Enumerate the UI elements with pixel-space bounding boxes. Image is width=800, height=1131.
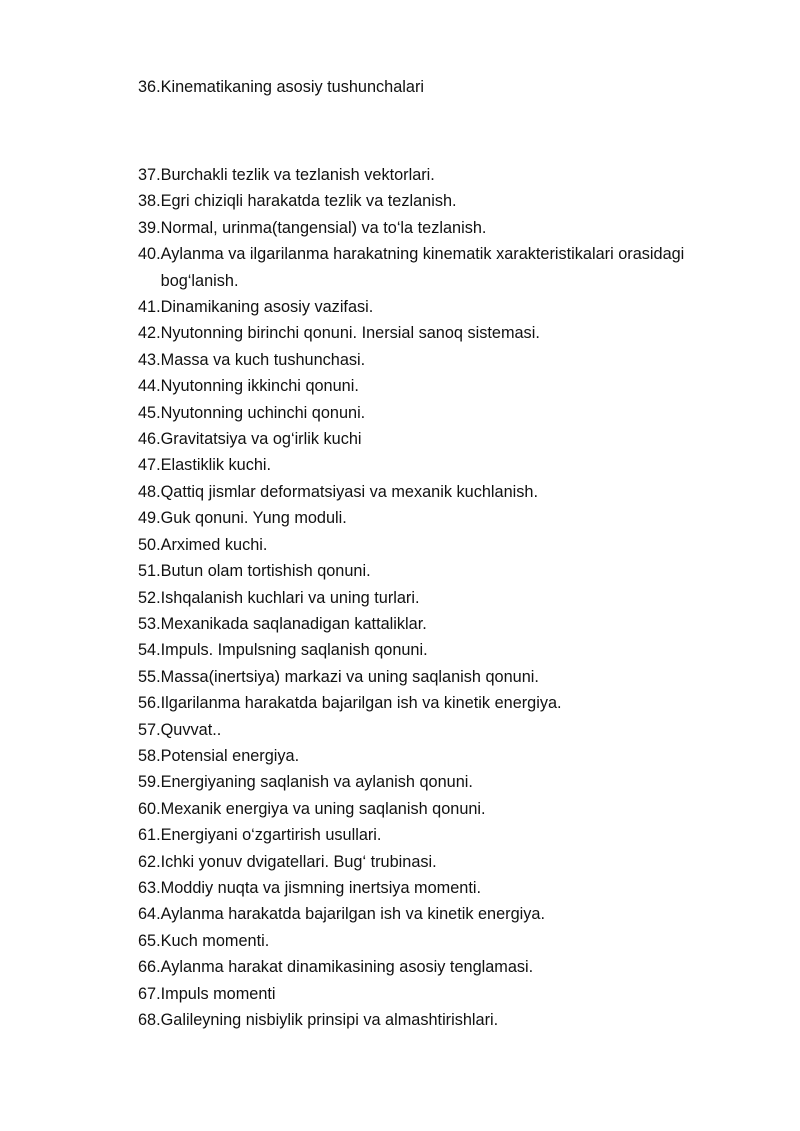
list-item — [138, 452, 738, 478]
item-number: 37. — [138, 166, 161, 184]
item-number: 41. — [138, 298, 161, 317]
item-number: 54. — [138, 641, 161, 660]
item-number: 60. — [138, 799, 161, 818]
item-text: Aylanma harakatda bajarilgan ish va kinetik energiya. — [160, 905, 545, 924]
item-text: Qattiq jismlar deformatsiyasi va mexanik kuchlanish. — [160, 482, 538, 501]
item-text: Moddiy nuqta va jismning inertsiya momenti. — [160, 878, 481, 897]
item-number: 56. — [138, 694, 161, 713]
list-item — [138, 611, 738, 637]
item-text: Butun olam tortishish qonuni. — [160, 562, 371, 581]
item-number: 61. — [138, 826, 161, 845]
list-item — [138, 241, 738, 294]
item-number: 65. — [138, 931, 161, 950]
item-number: 43. — [138, 350, 161, 369]
item-number: 50. — [138, 535, 161, 554]
item-text: Aylanma va ilgarilanma harakatning kinematik xarakteristikalari orasidagi bog‘lanish. — [160, 245, 685, 290]
list-item — [138, 981, 738, 1007]
item-number: 46. — [138, 430, 161, 449]
item-text: Massa va kuch tushunchasi. — [160, 350, 366, 369]
item-number: 68. — [138, 1011, 161, 1029]
item-number: 48. — [138, 482, 161, 501]
item-text: Burchakli tezlik va tezlanish vektorlari. — [160, 166, 435, 184]
item-text: Impuls. Impulsning saqlanish qonuni. — [160, 641, 428, 660]
item-text: Energiyani o‘zgartirish usullari. — [160, 826, 382, 845]
list-item — [138, 320, 738, 346]
list-item — [138, 215, 738, 241]
item-number: 49. — [138, 509, 161, 528]
item-number: 45. — [138, 403, 161, 422]
list-item — [138, 294, 738, 320]
list-item — [138, 479, 738, 505]
list-item — [138, 954, 738, 980]
list-item — [138, 188, 738, 214]
list-item — [138, 717, 738, 743]
list-item — [138, 505, 738, 531]
item-number: 55. — [138, 667, 161, 686]
item-text: Nyutonning birinchi qonuni. Inersial sanoq sistemasi. — [160, 324, 540, 343]
item-number: 64. — [138, 905, 161, 924]
list-item — [138, 585, 738, 611]
item-text: Gravitatsiya va og‘irlik kuchi — [160, 430, 362, 449]
item-text: Energiyaning saqlanish va aylanish qonuni. — [160, 773, 473, 792]
item-text: Aylanma harakat dinamikasining asosiy tenglamasi. — [160, 958, 534, 977]
item-text: Quvvat.. — [160, 720, 222, 739]
item-text: Ilgarilanma harakatda bajarilgan ish va kinetik energiya. — [160, 694, 562, 713]
item-text: Impuls momenti — [160, 984, 276, 1003]
item-number: 52. — [138, 588, 161, 607]
list-item — [138, 558, 738, 584]
item-text: Egri chiziqli harakatda tezlik va tezlanish. — [160, 192, 457, 211]
list-item — [138, 426, 738, 452]
item-text: Ishqalanish kuchlari va uning turlari. — [160, 588, 420, 607]
item-number: 47. — [138, 456, 161, 475]
item-number: 63. — [138, 878, 161, 897]
question-list — [138, 162, 738, 1033]
list-item — [138, 664, 738, 690]
item-text: Potensial energiya. — [160, 746, 300, 765]
list-item — [138, 532, 738, 558]
item-number: 53. — [138, 614, 161, 633]
item-number: 59. — [138, 773, 161, 792]
item-number: 58. — [138, 746, 161, 765]
list-item — [138, 769, 738, 795]
item-text: Nyutonning uchinchi qonuni. — [160, 403, 366, 422]
list-item — [138, 1007, 738, 1033]
list-item — [138, 162, 738, 188]
item-text: Ichki yonuv dvigatellari. Bug‘ trubinasi. — [160, 852, 437, 871]
item-number: 66. — [138, 958, 161, 977]
item-number: 57. — [138, 720, 161, 739]
item-number: 39. — [138, 218, 161, 237]
item-number: 51. — [138, 562, 161, 581]
item-text: Mexanikada saqlanadigan kattaliklar. — [160, 614, 427, 633]
item-text: Kinematikaning asosiy tushunchalari — [160, 78, 425, 96]
item-text: Massa(inertsiya) markazi va uning saqlanish qonuni. — [160, 667, 539, 686]
item-text: Elastiklik kuchi. — [160, 456, 272, 475]
item-text: Nyutonning ikkinchi qonuni. — [160, 377, 359, 396]
list-item — [138, 849, 738, 875]
item-text: Guk qonuni. Yung moduli. — [160, 509, 347, 528]
list-item — [138, 796, 738, 822]
list-item — [138, 901, 738, 927]
item-number: 44. — [138, 377, 161, 396]
item-number: 62. — [138, 852, 161, 871]
item-number: 40. — [138, 245, 161, 264]
item-number: 36. — [138, 78, 161, 96]
item-text: Dinamikaning asosiy vazifasi. — [160, 298, 374, 317]
list-item — [138, 875, 738, 901]
list-item-36 — [138, 77, 424, 97]
list-item — [138, 347, 738, 373]
list-item — [138, 690, 738, 716]
item-text: Normal, urinma(tangensial) va to‘la tezlanish. — [160, 218, 487, 237]
item-text: Mexanik energiya va uning saqlanish qonuni. — [160, 799, 486, 818]
item-text: Galileyning nisbiylik prinsipi va almashtirishlari. — [160, 1011, 499, 1029]
item-text: Arximed kuchi. — [160, 535, 268, 554]
list-item — [138, 822, 738, 848]
list-item — [138, 373, 738, 399]
list-item — [138, 400, 738, 426]
item-number: 38. — [138, 192, 161, 211]
list-item — [138, 928, 738, 954]
list-item — [138, 743, 738, 769]
item-number: 42. — [138, 324, 161, 343]
item-text: Kuch momenti. — [160, 931, 270, 950]
item-number: 67. — [138, 984, 161, 1003]
list-item — [138, 637, 738, 663]
